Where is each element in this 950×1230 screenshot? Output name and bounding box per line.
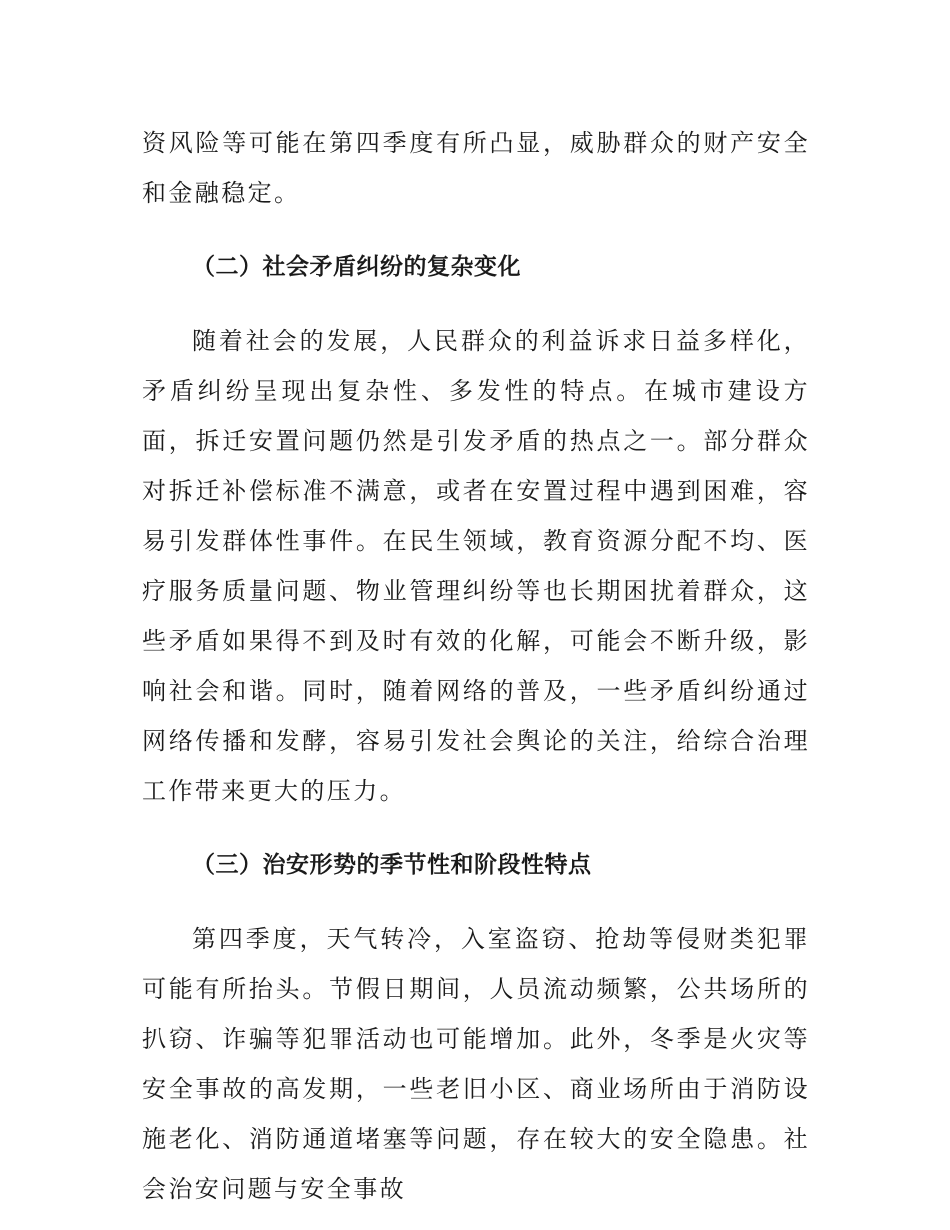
paragraph-social-conflicts: 随着社会的发展，人民群众的利益诉求日益多样化，矛盾纠纷呈现出复杂性、多发性的特点。在城市建设方面，拆迁安置问题仍然是引发矛盾的热点之一。部分群众对拆迁补偿标准不满意，或者在安置过程中遇到困难，容易引发群体性事件。在民生领域，教育资源分配不均、医疗服务质量问题、物业管理纠纷等也长期困扰着群众，这些矛盾如果得不到及时有效的化解，可能会不断升级，影响社会和谐。同时，随着网络的普及，一些矛盾纠纷通过网络传播和发酵，容易引发社会舆论的关注，给综合治理工作带来更大的压力。 [142, 327, 810, 805]
document-body [142, 118, 810, 1215]
section-heading-3: （三）治安形势的季节性和阶段性特点 [192, 852, 592, 878]
paragraph-public-security: 第四季度，天气转冷，入室盗窃、抢劫等侵财类犯罪可能有所抬头。节假日期间，人员流动频繁，公共场所的扒窃、诈骗等犯罪活动也可能增加。此外，冬季是火灾等安全事故的高发期，一些老旧小区、商业场所由于消防设施老化、消防通道堵塞等问题，存在较大的安全隐患。社会治安问题与安全事故 [142, 925, 810, 1203]
paragraph-continuation: 资风险等可能在第四季度有所凸显，威胁群众的财产安全和金融稳定。 [142, 129, 810, 207]
section-heading-2: （二）社会矛盾纠纷的复杂变化 [192, 254, 521, 280]
